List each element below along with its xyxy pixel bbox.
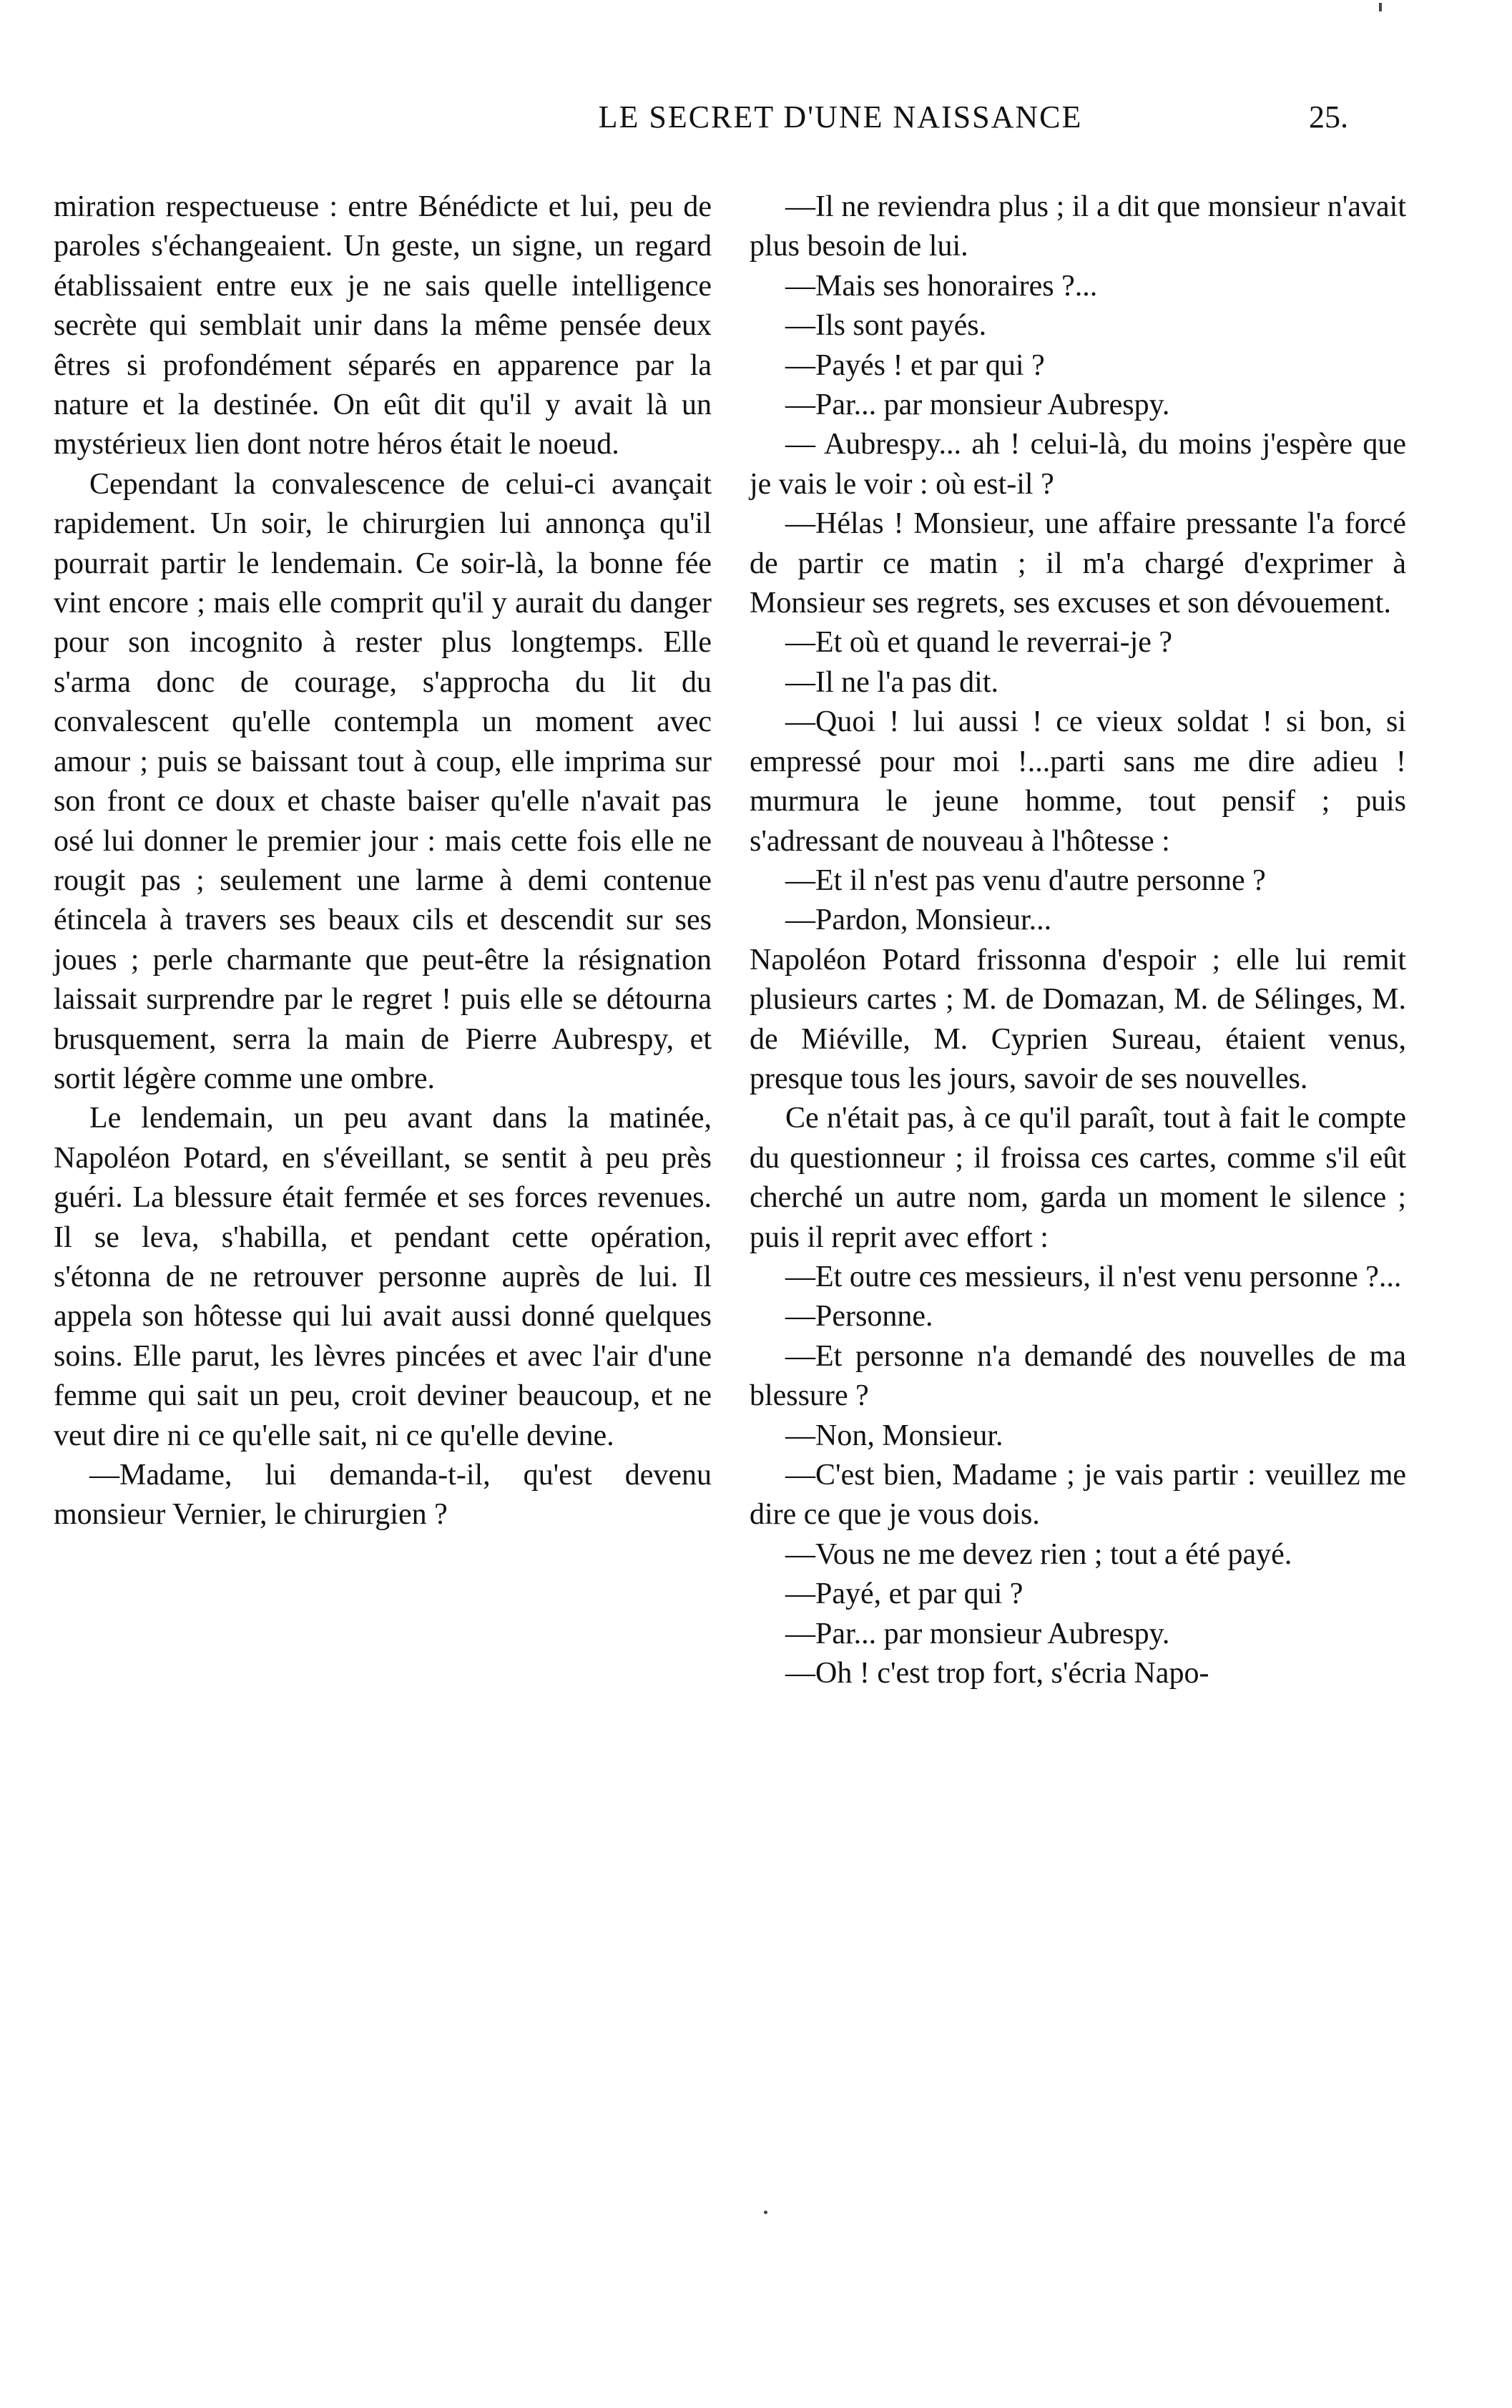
paragraph: —Quoi ! lui aussi ! ce vieux soldat ! si bon, si empressé pour moi !...parti sans me dire adieu ! murmura le jeune homme, tout pensif ; puis s'adressant de nouveau à l'hôtesse : bbox=[750, 705, 1406, 858]
paragraph: —Il ne reviendra plus ; il a dit que monsieur n'avait plus besoin de lui. bbox=[750, 190, 1406, 263]
paragraph: —Hélas ! Monsieur, une affaire pressante l'a forcé de partir ce matin ; il m'a chargé d'exprimer à Monsieur ses regrets, ses excuses et son dévouement. bbox=[750, 507, 1406, 620]
page-number: 25. bbox=[1309, 99, 1348, 134]
paragraph: —Madame, lui demanda-t-il, qu'est devenu monsieur Vernier, le chirurgien ? bbox=[54, 1459, 712, 1532]
page-speck bbox=[764, 2211, 767, 2214]
paragraph: Ce n'était pas, à ce qu'il paraît, tout à fait le compte du questionneur ; il froissa ces cartes, comme s'il eût cherché un autre nom, garda un moment le silence ; puis il reprit avec effort : bbox=[750, 1102, 1406, 1254]
paragraph: Le lendemain, un peu avant dans la matinée, Napoléon Potard, en s'éveillant, se sentit à peu près guéri. La blessure était fermée et ses forces revenues. Il se leva, s'habilla, et pendant cette opération, s'étonna de ne retrouver personne auprès de lui. Il appela son hôtesse qui lui avait aussi donné quelques soins. Elle parut, les lèvres pincées et avec l'air d'une femme qui sait un peu, croit deviner beaucoup, et ne veut dire ni ce qu'elle sait, ni ce qu'elle devine. bbox=[54, 1102, 712, 1452]
paragraph: —Et il n'est pas venu d'autre personne ? bbox=[785, 863, 1266, 897]
paragraph: —Oh ! c'est trop fort, s'écria Napo- bbox=[785, 1657, 1209, 1690]
paragraph: —Par... par monsieur Aubrespy. bbox=[785, 1617, 1170, 1650]
paragraph: Napoléon Potard frissonna d'espoir ; elle lui remit plusieurs cartes ; M. de Domazan, M. de Sélinges, M. de Miéville, M. Cyprien Sureau, étaient venus, presque tous les jours, savoir de ses nouvelles. bbox=[750, 943, 1406, 1095]
left-column bbox=[54, 187, 712, 1535]
paragraph: —Et outre ces messieurs, il n'est venu personne ?... bbox=[785, 1260, 1402, 1293]
paragraph: —Payé, et par qui ? bbox=[785, 1577, 1023, 1611]
running-header: LE SECRET D'UNE NAISSANCE bbox=[598, 99, 1083, 134]
paragraph: —Par... par monsieur Aubrespy. bbox=[785, 388, 1170, 422]
paragraph: —Il ne l'a pas dit. bbox=[785, 665, 998, 699]
right-column bbox=[750, 187, 1406, 1693]
paragraph: —Et personne n'a demandé des nouvelles de ma blessure ? bbox=[750, 1339, 1406, 1413]
paragraph: —C'est bien, Madame ; je vais partir : veuillez me dire ce que je vous dois. bbox=[750, 1459, 1406, 1532]
paragraph: —Mais ses honoraires ?... bbox=[785, 269, 1098, 303]
paragraph: miration respectueuse : entre Bénédicte et lui, peu de paroles s'échangeaient. Un geste, un signe, un regard établissaient entre eux je ne sais quelle intelligence secrète qui semblait unir dans la même pensée deux êtres si profondément séparés en apparence par la nature et la destinée. On eût dit qu'il y avait là un mystérieux lien dont notre héros était le noeud. bbox=[54, 190, 712, 461]
paragraph: —Payés ! et par qui ? bbox=[785, 348, 1045, 382]
paragraph: Cependant la convalescence de celui-ci avançait rapidement. Un soir, le chirurgien lui annonça qu'il pourrait partir le lendemain. Ce soir-là, la bonne fée vint encore ; mais elle comprit qu'il y aurait du danger pour son incognito à rester plus longtemps. Elle s'arma donc de courage, s'approcha du lit du convalescent qu'elle contempla un moment avec amour ; puis se baissant tout à coup, elle imprima sur son front ce doux et chaste baiser qu'elle n'avait pas osé lui donner le premier jour : mais cette fois elle ne rougit pas ; seulement une larme à demi contenue étincela à travers ses beaux cils et descendit sur ses joues ; perle charmante que peut-être la résignation laissait surprendre par le regret ! puis elle se détourna brusquement, serra la main de Pierre Aubrespy, et sortit légère comme une ombre. bbox=[54, 467, 712, 1095]
paragraph: —Vous ne me devez rien ; tout a été payé. bbox=[785, 1537, 1292, 1571]
page-speck bbox=[1379, 3, 1382, 11]
paragraph: —Personne. bbox=[785, 1300, 933, 1333]
paragraph: —Pardon, Monsieur... bbox=[785, 904, 1052, 937]
paragraph: —Et où et quand le reverrai-je ? bbox=[785, 626, 1173, 660]
paragraph: — Aubrespy... ah ! celui-là, du moins j'espère que je vais le voir : où est-il ? bbox=[750, 428, 1406, 501]
paragraph: —Non, Monsieur. bbox=[785, 1419, 1003, 1452]
paragraph: —Ils sont payés. bbox=[785, 309, 987, 343]
